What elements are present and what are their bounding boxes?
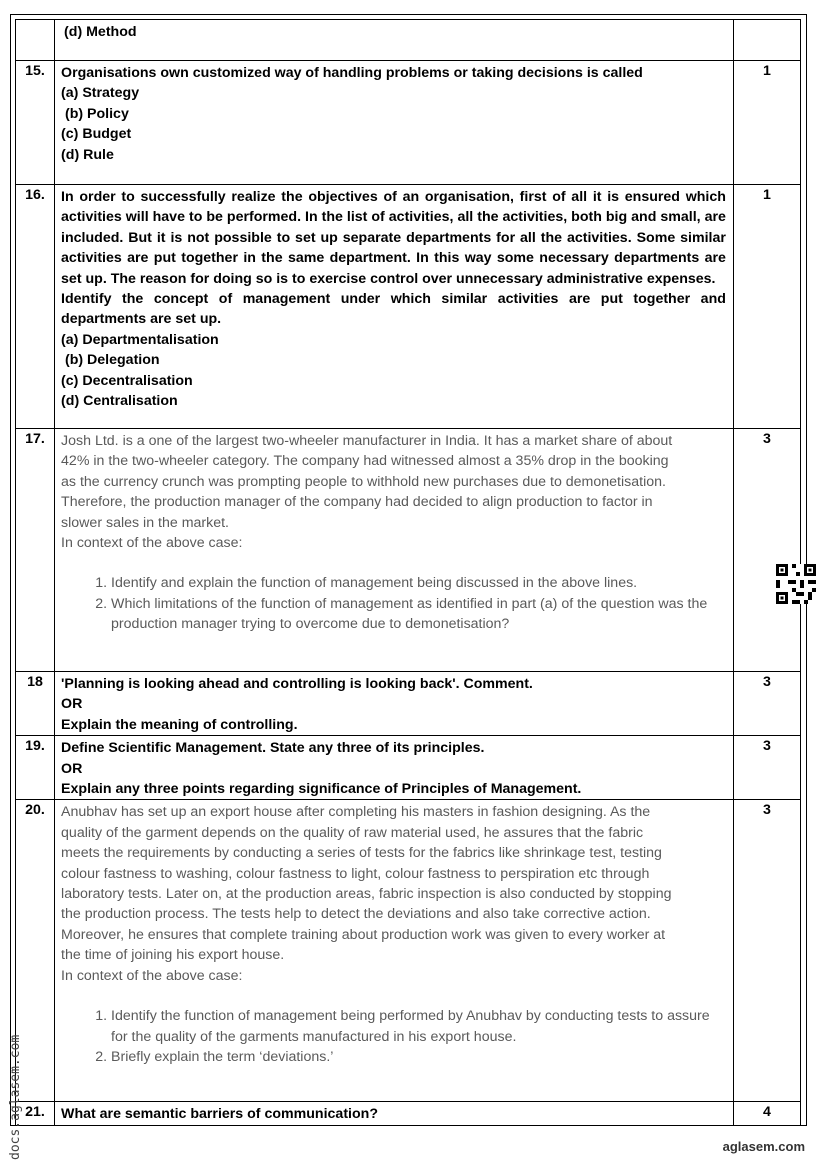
question-number: 21.: [16, 1102, 55, 1125]
marks: 3: [733, 800, 800, 1102]
table-row: [16, 736, 801, 800]
question-stem: Identify the concept of management under which similar activities are put together and departments are set up.: [61, 291, 726, 328]
question-number: 17.: [16, 429, 55, 672]
case-line: the time of joining his export house.: [61, 947, 285, 964]
question-text: [55, 185, 734, 429]
question-number: 15.: [16, 61, 55, 185]
case-line: laboratory tests. Later on, at the production areas, fabric inspection is also conducted by stopping: [61, 886, 672, 903]
option: (a) Departmentalisation: [61, 331, 219, 348]
option: (a) Strategy: [61, 85, 140, 102]
option: (c) Budget: [61, 126, 132, 143]
marks: 1: [733, 185, 800, 429]
list-item: 2. Which limitations of the function of management as identified in part (a) of the question was the production manager trying to overcome due to demonetisation?: [111, 594, 726, 635]
marks: 3: [733, 736, 800, 800]
sub-question-list: [61, 1006, 726, 1067]
question-number: 20.: [16, 800, 55, 1102]
option: (b) Delegation: [61, 352, 160, 369]
question-stem: Organisations own customized way of handling problems or taking decisions is called: [61, 65, 643, 81]
table-row: [16, 20, 801, 61]
option: (c) Decentralisation: [61, 372, 193, 389]
case-line: Therefore, the production manager of the company had decided to align production to factor in: [61, 494, 653, 511]
option: (d) Rule: [61, 146, 114, 163]
case-line: colour fastness to washing, colour fastness to light, colour fastness to perspiration etc through: [61, 865, 650, 882]
list-item: 1. Identify the function of management being performed by Anubhav by conducting tests to assure for the quality of the garments manufactured in his export house.: [111, 1006, 726, 1047]
marks: 1: [733, 61, 800, 185]
list-item: 1. Identify and explain the function of management being discussed in the above lines.: [111, 573, 726, 593]
table-row: [16, 61, 801, 185]
or-separator: OR: [61, 760, 83, 777]
case-line: Anubhav has set up an export house after completing his masters in fashion designing. As the: [61, 804, 651, 821]
sub-question-list: [61, 573, 726, 634]
question-number: 18: [16, 672, 55, 736]
marks: 3: [733, 429, 800, 672]
case-line: as the currency crunch was prompting people to withhold new purchases due to demonetisation.: [61, 473, 666, 490]
case-line: meets the requirements by conducting a series of tests for the fabrics like shrinkage test, testing: [61, 845, 662, 862]
question-line: Explain any three points regarding significance of Principles of Management.: [61, 781, 582, 798]
question-text: [55, 1102, 734, 1125]
question-text: [55, 800, 734, 1102]
question-text: [55, 61, 734, 185]
case-paragraph: In order to successfully realize the objectives of an organisation, first of all it is ensured which activities will have to be performed. In the list of activities, all the activities, both big and small, are included. But it is not possible to set up separate departments for all the activities. Some similar activities are put together in the same department. In this way some necessary departments are set up. The reason for doing so is to exercise control over unnecessary administrative expenses.: [61, 189, 726, 287]
marks: 3: [733, 672, 800, 736]
option: (d) Centralisation: [61, 393, 178, 410]
question-text: [55, 736, 734, 800]
question-table: [15, 19, 801, 1126]
case-line: 42% in the two-wheeler category. The company had witnessed almost a 35% drop in the booking: [61, 453, 669, 470]
case-line: the production process. The tests help to detect the deviations and also take corrective action.: [61, 906, 651, 923]
case-context: In context of the above case:: [61, 535, 243, 552]
watermark-footer: aglasem.com: [722, 1139, 805, 1154]
table-row: [16, 185, 801, 429]
case-line: Moreover, he ensures that complete training about production work was given to every worker at: [61, 926, 666, 943]
marks: 4: [733, 1102, 800, 1125]
option: (d) Method: [64, 24, 137, 40]
watermark-vertical: docs.aglasem.com: [8, 1034, 23, 1160]
case-context: In context of the above case:: [61, 967, 243, 984]
qr-code-icon: [776, 564, 816, 604]
table-row: [16, 800, 801, 1102]
question-line: Explain the meaning of controlling.: [61, 716, 298, 733]
table-row: [16, 429, 801, 672]
question-text: [55, 429, 734, 672]
list-item: 2. Briefly explain the term ‘deviations.’: [111, 1047, 726, 1067]
question-number: [16, 20, 55, 61]
question-text: [55, 672, 734, 736]
question-line: Define Scientific Management. State any three of its principles.: [61, 740, 485, 757]
question-number: 16.: [16, 185, 55, 429]
table-row: [16, 1102, 801, 1125]
case-line: slower sales in the market.: [61, 514, 229, 531]
question-text: [55, 20, 734, 61]
question-line: 'Planning is looking ahead and controlling is looking back'. Comment.: [61, 676, 533, 692]
question-line: What are semantic barriers of communication?: [61, 1106, 378, 1123]
case-line: Josh Ltd. is a one of the largest two-wheeler manufacturer in India. It has a market share of about: [61, 433, 673, 449]
table-row: [16, 672, 801, 736]
marks: [733, 20, 800, 61]
case-line: quality of the garment depends on the quality of raw material used, he assures that the fabric: [61, 824, 644, 841]
question-number: 19.: [16, 736, 55, 800]
or-separator: OR: [61, 696, 83, 713]
option: (b) Policy: [61, 105, 129, 122]
